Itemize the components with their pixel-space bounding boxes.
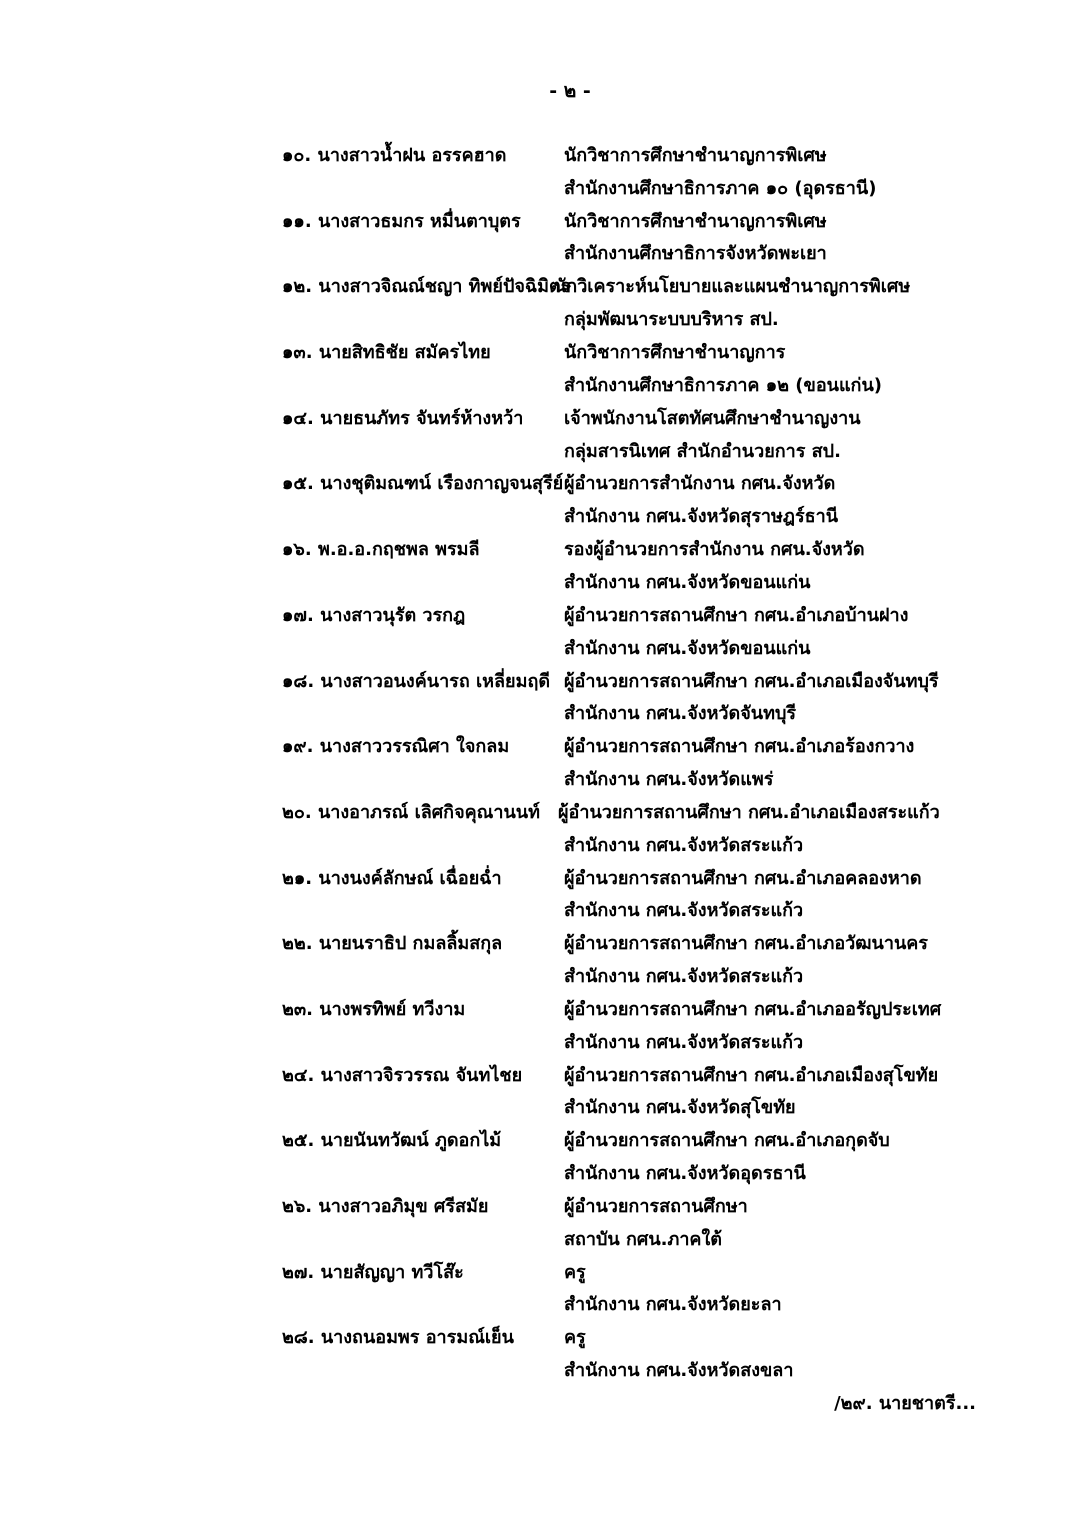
person-position: ผู้อำนวยการสถานศึกษา กศน.อำเภอกุดจับ bbox=[564, 1130, 890, 1152]
continuation-marker: /๒๙. นายชาตรี... bbox=[834, 1393, 976, 1414]
list-item bbox=[282, 403, 1042, 469]
list-item bbox=[282, 994, 1042, 1060]
person-office: สำนักงาน กศน.จังหวัดสุราษฎร์ธานี bbox=[564, 506, 839, 528]
list-item bbox=[282, 1191, 1042, 1257]
list-item bbox=[282, 468, 1042, 534]
person-office: สำนักงานศึกษาธิการภาค ๑๒ (ขอนแก่น) bbox=[564, 374, 882, 396]
list-item bbox=[282, 534, 1042, 600]
person-name: ๑๑. นางสาวธมกร หมื่นตาบุตร bbox=[282, 210, 521, 232]
list-item bbox=[282, 271, 1042, 337]
list-item bbox=[282, 1060, 1042, 1126]
person-office: สำนักงาน กศน.จังหวัดอุดรธานี bbox=[564, 1163, 806, 1185]
person-position: นักวิเคราะห์นโยบายและแผนชำนาญการพิเศษ bbox=[554, 276, 911, 298]
person-name: ๒๒. นายนราธิป กมลลิ้มสกุล bbox=[282, 933, 503, 955]
person-office: สำนักงาน กศน.จังหวัดขอนแก่น bbox=[564, 637, 811, 659]
person-position: รองผู้อำนวยการสำนักงาน กศน.จังหวัด bbox=[564, 539, 865, 561]
list-item bbox=[282, 206, 1042, 272]
list-item bbox=[282, 600, 1042, 666]
person-office: สำนักงาน กศน.จังหวัดสระแก้ว bbox=[564, 1031, 804, 1053]
person-name: ๑๒. นางสาวจิณณ์ชญา ทิพย์ปัจฉิมิตร bbox=[282, 276, 571, 298]
person-name: ๒๗. นายสัญญา ทวีโส๊ะ bbox=[282, 1261, 464, 1283]
personnel-list bbox=[282, 140, 1042, 1388]
person-office: สำนักงานศึกษาธิการภาค ๑๐ (อุดรธานี) bbox=[564, 177, 877, 199]
person-office: สำนักงานศึกษาธิการจังหวัดพะเยา bbox=[564, 243, 827, 265]
person-position: ครู bbox=[564, 1261, 586, 1283]
page-number: - ๒ - bbox=[549, 80, 591, 102]
person-office: สถาบัน กศน.ภาคใต้ bbox=[564, 1228, 722, 1250]
person-position: นักวิชาการศึกษาชำนาญการพิเศษ bbox=[564, 145, 827, 166]
person-office: กลุ่มสารนิเทศ สำนักอำนวยการ สป. bbox=[564, 440, 841, 462]
person-name: ๒๑. นางนงค์ลักษณ์ เฉื่อยฉ่ำ bbox=[282, 867, 502, 889]
person-name: ๑๖. พ.อ.อ.กฤชพล พรมลี bbox=[282, 539, 480, 561]
person-position: ผู้อำนวยการสถานศึกษา กศน.อำเภอเมืองสุโขทัย bbox=[564, 1064, 939, 1086]
person-position: ผู้อำนวยการสถานศึกษา กศน.อำเภออรัญประเทศ bbox=[564, 998, 942, 1020]
person-name: ๒๓. นางพรทิพย์ ทวีงาม bbox=[282, 998, 466, 1020]
person-position: นักวิชาการศึกษาชำนาญการพิเศษ bbox=[564, 210, 827, 232]
person-position: นักวิชาการศึกษาชำนาญการ bbox=[564, 342, 786, 364]
person-office: สำนักงาน กศน.จังหวัดยะลา bbox=[564, 1294, 782, 1316]
person-office: กลุ่มพัฒนาระบบบริหาร สป. bbox=[564, 309, 779, 331]
person-office: สำนักงาน กศน.จังหวัดสงขลา bbox=[564, 1360, 794, 1382]
person-name: ๑๔. นายธนภัทร จันทร์ห้างหว้า bbox=[282, 407, 524, 429]
person-office: สำนักงาน กศน.จังหวัดขอนแก่น bbox=[564, 571, 811, 593]
person-name: ๑๙. นางสาววรรณิศา ใจกลม bbox=[282, 736, 510, 758]
list-item bbox=[282, 666, 1042, 732]
person-position: ผู้อำนวยการสถานศึกษา กศน.อำเภอเมืองสระแก้ว bbox=[558, 801, 940, 823]
list-item bbox=[282, 863, 1042, 929]
person-position: ผู้อำนวยการสถานศึกษา กศน.อำเภอเมืองจันทบุรี bbox=[564, 670, 939, 692]
person-office: สำนักงาน กศน.จังหวัดแพร่ bbox=[564, 768, 774, 790]
person-name: ๒๖. นางสาวอภิมุข ศรีสมัย bbox=[282, 1196, 489, 1217]
person-position: เจ้าพนักงานโสตทัศนศึกษาชำนาญงาน bbox=[564, 407, 861, 429]
person-name: ๑๓. นายสิทธิชัย สมัครไทย bbox=[282, 342, 491, 364]
person-position: ผู้อำนวยการสถานศึกษา กศน.อำเภอบ้านฝาง bbox=[564, 604, 909, 626]
list-item bbox=[282, 140, 1042, 206]
person-position: ผู้อำนวยการสถานศึกษา bbox=[564, 1196, 748, 1217]
person-name: ๑๗. นางสาวนุรัต วรกฎ bbox=[282, 604, 466, 626]
list-item bbox=[282, 928, 1042, 994]
person-position: ครู bbox=[564, 1327, 586, 1349]
person-position: ผู้อำนวยการสำนักงาน กศน.จังหวัด bbox=[564, 473, 836, 495]
person-name: ๑๐. นางสาวน้ำฝน อรรคฮาด bbox=[282, 145, 507, 166]
person-name: ๑๘. นางสาวอนงค์นารถ เหลี่ยมฤดี bbox=[282, 670, 551, 692]
list-item bbox=[282, 731, 1042, 797]
person-office: สำนักงาน กศน.จังหวัดสระแก้ว bbox=[564, 900, 804, 922]
person-position: ผู้อำนวยการสถานศึกษา กศน.อำเภอร้องกวาง bbox=[564, 736, 915, 758]
list-item bbox=[282, 1125, 1042, 1191]
person-position: ผู้อำนวยการสถานศึกษา กศน.อำเภอคลองหาด bbox=[564, 867, 922, 889]
list-item bbox=[282, 797, 1042, 863]
list-item bbox=[282, 1322, 1042, 1388]
person-name: ๑๕. นางชุติมณฑน์ เรืองกาญจนสุรีย์ bbox=[282, 473, 564, 495]
person-office: สำนักงาน กศน.จังหวัดจันทบุรี bbox=[564, 703, 797, 725]
person-office: สำนักงาน กศน.จังหวัดสุโขทัย bbox=[564, 1097, 796, 1119]
person-position: ผู้อำนวยการสถานศึกษา กศน.อำเภอวัฒนานคร bbox=[564, 933, 928, 955]
person-office: สำนักงาน กศน.จังหวัดสระแก้ว bbox=[564, 966, 804, 988]
person-name: ๒๘. นางถนอมพร อารมณ์เย็น bbox=[282, 1327, 514, 1349]
person-name: ๒๕. นายนันทวัฒน์ ภูดอกไม้ bbox=[282, 1130, 502, 1152]
person-office: สำนักงาน กศน.จังหวัดสระแก้ว bbox=[564, 834, 804, 856]
person-name: ๒๔. นางสาวจิรวรรณ จันทไชย bbox=[282, 1064, 523, 1086]
person-name: ๒๐. นางอาภรณ์ เลิศกิจคุณานนท์ bbox=[282, 801, 540, 823]
list-item bbox=[282, 1257, 1042, 1323]
list-item bbox=[282, 337, 1042, 403]
